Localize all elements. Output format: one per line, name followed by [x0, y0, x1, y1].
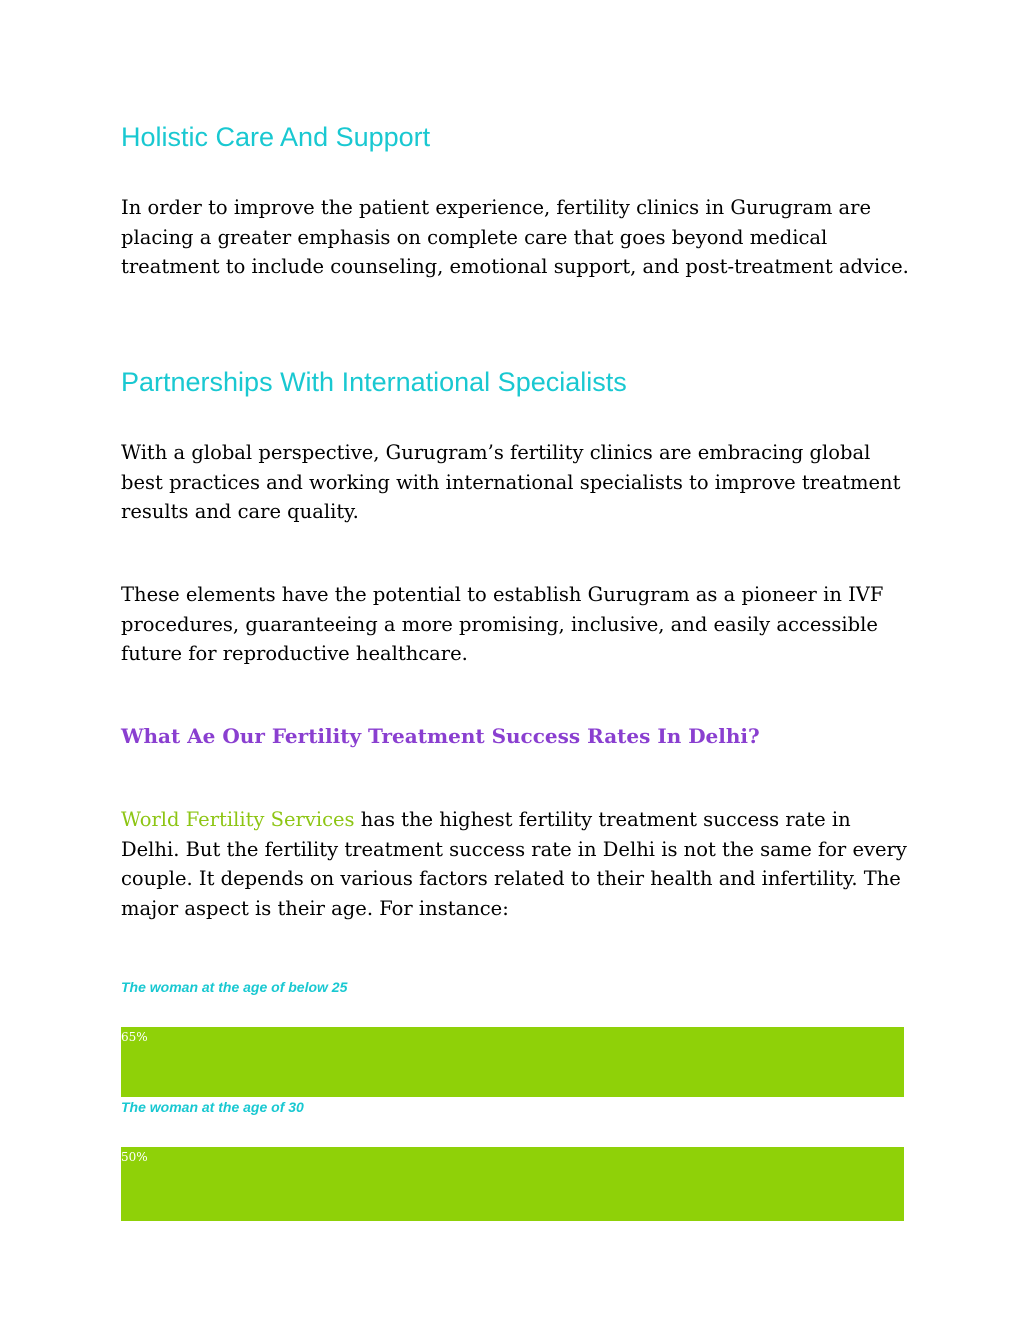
bar-value-age-30: 50% [121, 1150, 148, 1164]
partnerships-heading: Partnerships With International Specialists [121, 367, 627, 397]
holistic-care-heading: Holistic Care And Support [121, 122, 431, 152]
bar-label-age-30: The woman at the age of 30 [121, 1099, 304, 1115]
success-rates-paragraph [121, 805, 911, 923]
holistic-care-paragraph: In order to improve the patient experience, fertility clinics in Gurugram are placing a greater emphasis on complete care that goes beyond medical treatment to include counseling, emotional support, and post-treatment advice. [121, 196, 909, 278]
bar-fill-age-30 [121, 1147, 904, 1221]
conclusion-paragraph: These elements have the potential to establish Gurugram as a pioneer in IVF procedures, guaranteeing a more promising, inclusive, and easily accessible future for reproductive healthcare. [121, 583, 884, 665]
bar-fill-below-25 [121, 1027, 904, 1097]
success-rates-heading: What Ae Our Fertility Treatment Success Rates In Delhi? [121, 724, 760, 748]
partnerships-paragraph: With a global perspective, Gurugram’s fertility clinics are embracing global best practices and working with international specialists to improve treatment results and care quality. [121, 441, 901, 523]
bar-label-below-25: The woman at the age of below 25 [121, 979, 348, 995]
bar-value-below-25: 65% [121, 1030, 148, 1044]
bar-age-30 [121, 1147, 904, 1221]
world-fertility-services-link[interactable]: World Fertility Services [121, 808, 355, 831]
bar-below-25 [121, 1027, 904, 1097]
success-rates-text: has the highest fertility treatment success rate in Delhi. But the fertility treatment success rate in Delhi is not the same for every couple. It depends on various factors related to their health and infertility. The major aspect is their age. For instance: [121, 808, 907, 920]
